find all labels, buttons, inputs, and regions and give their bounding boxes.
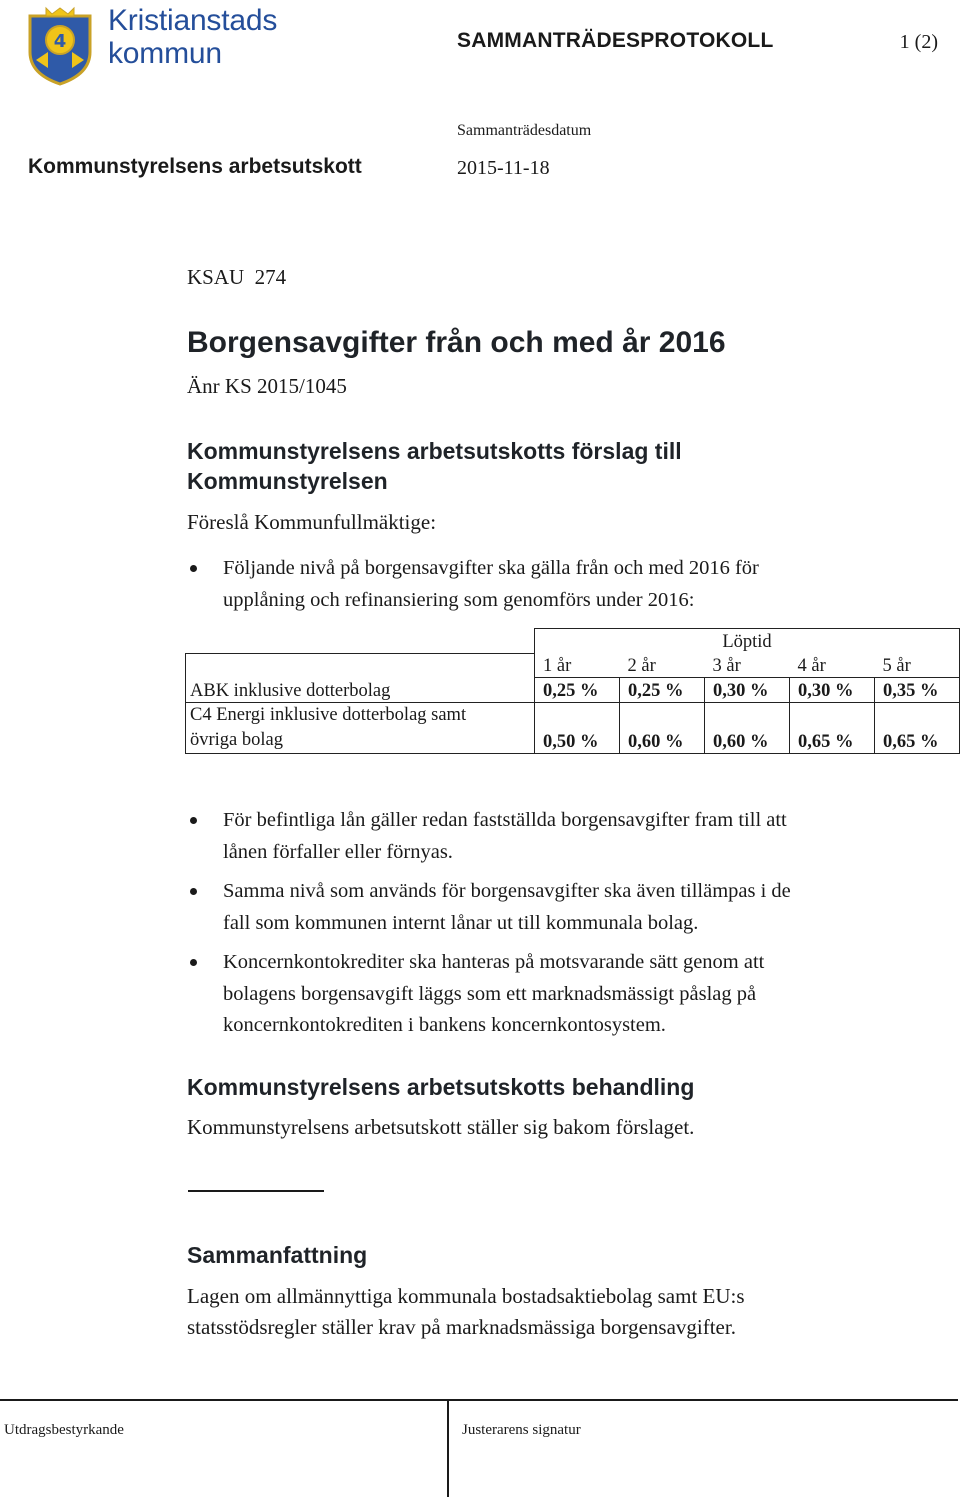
table-corner-cell — [186, 629, 535, 654]
term-group-header: Löptid — [535, 629, 960, 654]
case-number: KSAU 274 — [187, 265, 287, 289]
bullet-line: lånen förfaller eller förnyas. — [223, 840, 453, 863]
list-item — [187, 805, 887, 868]
bullet-line: bolagens borgensavgift läggs som ett marknadsmässigt påslag på — [223, 982, 757, 1005]
organization-name: Kommunstyrelsens arbetsutskott — [28, 155, 362, 178]
footer-rule — [0, 1399, 958, 1401]
year-header: 5 år — [875, 653, 960, 678]
document-title: SAMMANTRÄDESPROTOKOLL — [457, 29, 774, 52]
table-corner-cell — [186, 653, 535, 678]
summary-line: Lagen om allmännyttiga kommunala bostadsaktiebolag samt EU:s — [187, 1284, 745, 1308]
year-header: 3 år — [712, 656, 741, 676]
bullet-line: fall som kommunen internt lånar ut till kommunala bolag. — [223, 911, 699, 934]
fee-cell: 0,60 % — [620, 703, 705, 754]
footer-divider — [447, 1399, 449, 1497]
case-title: Borgensavgifter från och med år 2016 — [187, 326, 726, 359]
table-years-row — [186, 653, 960, 678]
list-item — [187, 947, 887, 1042]
fee-cell: 0,65 % — [875, 703, 960, 754]
fee-cell: 0,60 % — [705, 703, 790, 754]
year-header: 2 år — [627, 656, 656, 676]
proposal-intro: Föreslå Kommunfullmäktige: — [187, 510, 437, 534]
list-item — [187, 553, 887, 616]
table-header-row — [186, 629, 960, 654]
summary-heading: Sammanfattning — [187, 1242, 368, 1268]
section-divider — [188, 1190, 324, 1192]
bullet-line: Samma nivå som används för borgensavgifter ska även tillämpas i de — [223, 880, 791, 902]
treatment-text: Kommunstyrelsens arbetsutskott ställer sig bakom förslaget. — [187, 1115, 695, 1139]
table-row — [186, 678, 960, 703]
fee-cell: 0,25 % — [620, 678, 705, 703]
year-header: 1 år — [535, 653, 620, 678]
footer-signature-label: Justerarens signatur — [462, 1422, 581, 1438]
bullet-line: Följande nivå på borgensavgifter ska gälla från och med 2016 för — [223, 557, 759, 579]
bullet-line: För befintliga lån gäller redan fastställda borgensavgifter fram till att — [223, 809, 787, 831]
proposal-heading-line-2: Kommunstyrelsen — [187, 468, 388, 494]
brand-line-1: Kristianstads — [108, 4, 278, 37]
brand-line-2: kommun — [108, 37, 222, 70]
row-label: ABK inklusive dotterbolag — [186, 678, 535, 703]
table-row — [186, 703, 960, 754]
svg-text:4: 4 — [53, 31, 67, 52]
guarantee-fee-table — [185, 628, 960, 754]
bullet-line: Koncernkontokrediter ska hanteras på motsvarande sätt genom att — [223, 951, 765, 973]
row-label-line: övriga bolag — [190, 730, 283, 750]
proposal-heading — [187, 436, 682, 496]
fee-cell: 0,35 % — [875, 678, 960, 703]
proposal-heading-line-1: Kommunstyrelsens arbetsutskotts förslag till — [187, 438, 682, 464]
fee-cell: 0,30 % — [790, 678, 875, 703]
summary-line: statsstödsregler ställer krav på marknadsmässiga borgensavgifter. — [187, 1315, 736, 1339]
municipality-coat-of-arms-logo — [24, 6, 96, 86]
conditions-bullet-list — [187, 805, 887, 1050]
fee-cell: 0,25 % — [535, 678, 620, 703]
row-label-line: C4 Energi inklusive dotterbolag samt — [190, 705, 467, 725]
fee-cell: 0,50 % — [535, 703, 620, 754]
brand-wordmark — [108, 4, 277, 70]
case-dnr: Änr KS 2015/1045 — [187, 374, 347, 398]
meeting-date: 2015-11-18 — [457, 157, 550, 179]
row-label — [186, 703, 535, 754]
footer-certification-label: Utdragsbestyrkande — [4, 1422, 124, 1438]
proposal-bullet-list — [187, 553, 887, 624]
page-number: 1 (2) — [899, 31, 938, 53]
year-header: 4 år — [797, 656, 826, 676]
list-item — [187, 876, 887, 939]
meeting-date-label: Sammanträdesdatum — [457, 122, 592, 139]
fee-cell: 0,30 % — [705, 678, 790, 703]
fee-cell: 0,65 % — [790, 703, 875, 754]
bullet-line: upplåning och refinansiering som genomförs under 2016: — [223, 588, 695, 611]
summary-text — [187, 1281, 745, 1343]
treatment-heading: Kommunstyrelsens arbetsutskotts behandling — [187, 1074, 695, 1100]
bullet-line: koncernkontokrediten i bankens koncernkontosystem. — [223, 1014, 666, 1036]
